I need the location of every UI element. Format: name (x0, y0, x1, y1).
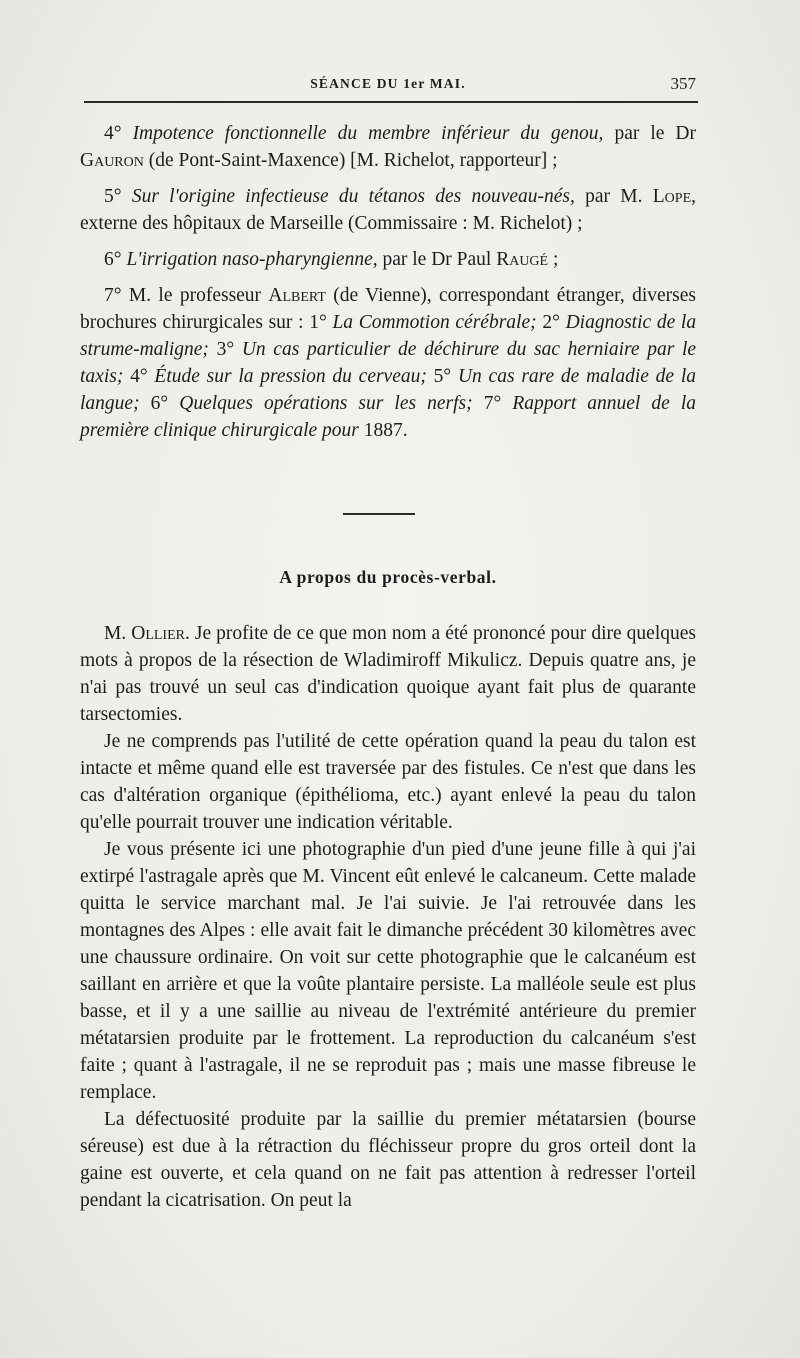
section-heading: A propos du procès-verbal. (279, 567, 497, 587)
paragraph: La défectuosité produite par la saillie du premier métatarsien (bourse séreuse) est due à la rétraction du fléchisseur propre du gros orteil dont la gaine est ouverte, et cela quand on ne fait pas attention à redresser l'orteil pendant la cicatrisation. On peut la (80, 1109, 696, 1211)
section-body (80, 620, 696, 1214)
communications-list (80, 120, 696, 453)
header-rule (84, 101, 698, 103)
page-number: 357 (670, 74, 696, 93)
page-header (80, 74, 696, 96)
paragraph: M. Ollier. Je profite de ce que mon nom a été prononcé pour dire quelques mots à propos de la résection de Wladimiroff Mikulicz. Depuis quatre ans, je n'ai pas trouvé un seul cas d'indication quoique ayant fait plus de quarante tarsectomies. (80, 623, 696, 725)
running-title: SÉANCE DU 1er MAI. (310, 76, 466, 91)
list-item: 4° Impotence fonctionnelle du membre inférieur du genou, par le Dr Gauron (de Pont-Saint-Maxence) [M. Richelot, rapporteur] ; (80, 123, 696, 171)
speaker: M. Ollier. (104, 623, 190, 644)
paragraph: Je ne comprends pas l'utilité de cette opération quand la peau du talon est intacte et même quand elle est traversée par des fistules. Ce n'est que dans les cas d'altération organique (épithélioma, etc.) ayant enlevé la peau du talon qu'elle pourrait trouver une indication véritable. (80, 731, 696, 833)
list-item: 5° Sur l'origine infectieuse du tétanos des nouveau-nés, par M. Lope, externe des hôpitaux de Marseille (Commissaire : M. Richelot) ; (80, 186, 697, 234)
section-separator (343, 513, 415, 515)
list-item: 6° L'irrigation naso-pharyngienne, par le Dr Paul Raugé ; (104, 249, 559, 270)
paragraph: Je vous présente ici une photographie d'un pied d'une jeune fille à qui j'ai extirpé l'astragale après que M. Vincent eût enlevé le calcaneum. Cette malade quitta le service marchant mal. Je l'ai suivie. Je l'ai retrouvée dans les montagnes des Alpes : elle avait fait le dimanche précédent 30 kilomètres avec une chaussure ordinaire. On voit sur cette photographie que le calcanéum est saillant en arrière et que la voûte plantaire persiste. La malléole seule est plus basse, et il y a une saillie au niveau de l'extrémité antérieure du premier métatarsien produite par le frottement. La reproduction du calcanéum s'est faite ; quant à l'astragale, il ne se reproduit pas ; mais une masse fibreuse le remplace. (80, 839, 696, 1103)
list-item: 7° M. le professeur Albert (de Vienne), correspondant étranger, diverses brochures chirurgicales sur : 1° La Commotion cérébrale; 2° Diagnostic de la strume-maligne; 3° Un cas particulier de déchirure du sac herniaire par le taxis; 4° Étude sur la pression du cerveau; 5° Un cas rare de maladie de la langue; 6° Quelques opérations sur les nerfs; 7° Rapport annuel de la première clinique chirurgicale pour 1887. (80, 285, 697, 441)
